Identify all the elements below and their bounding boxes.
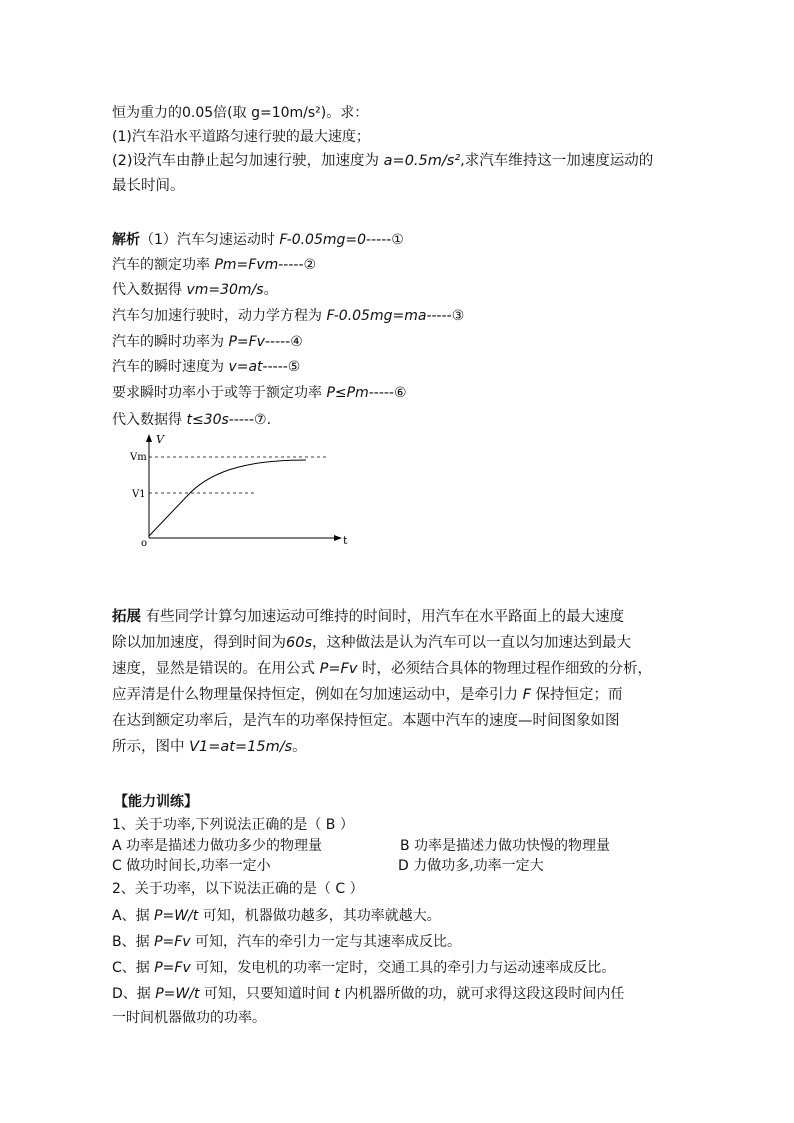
option-text: 可知，发电机的功率一定时，交通工具的牵引力与运动速率成反比。 [190, 960, 616, 976]
equation: P=Fv [319, 661, 358, 677]
solution-text: 代入数据得 [112, 412, 187, 428]
extension-text: 在达到额定功率后，是汽车的功率保持恒定。本题中汽车的速度—时间图象如图 [112, 713, 620, 729]
question-2-text-cont: ,求汽车维持这一加速度运动的 [460, 153, 654, 169]
extension-line-4 [112, 686, 623, 704]
equation: P=Fv [154, 960, 191, 976]
origin-label: o [141, 538, 148, 549]
option-2c [112, 959, 615, 977]
equation: v=at [228, 359, 263, 375]
solution-text: 要求瞬时功率小于或等于额定功率 [112, 385, 327, 401]
option-text: A、据 [112, 908, 155, 924]
equation: Pm=Fvm [214, 257, 279, 273]
training-question-2 [112, 880, 364, 898]
option-2d-line-2 [112, 1009, 266, 1027]
equation: F-0.05mg=0 [279, 232, 367, 248]
option-2b [112, 933, 461, 951]
extension-text: 除以加加速度，得到时间为 [112, 635, 286, 651]
training-header-text: 【能力训练】 [114, 794, 198, 810]
question-1 [112, 128, 370, 146]
problem-line-1 [112, 104, 368, 122]
solution-line-2 [112, 256, 316, 274]
option-1c [112, 857, 271, 875]
equation-tag: -----① [366, 232, 404, 248]
option-1a [112, 837, 322, 855]
equation: vm=30m/s [186, 282, 264, 298]
equation-tag: -----⑤ [262, 359, 301, 375]
v1-label: V1 [132, 489, 146, 500]
question-2 [112, 152, 653, 170]
equation: t≤30s [186, 412, 229, 428]
solution-text: 代入数据得 [112, 282, 187, 298]
option-text: A 功率是描述力做功多少的物理量 [112, 838, 323, 854]
solution-text: 汽车的瞬时速度为 [112, 359, 229, 375]
solution-text: 汽车匀加速行驶时，动力学方程为 [112, 308, 327, 324]
solution-line-1 [112, 231, 404, 249]
extension-line-1 [112, 608, 624, 626]
t-axis-arrow [334, 535, 342, 541]
question-1-text: (1)汽车沿水平道路匀速行驶的最大速度； [112, 129, 370, 145]
extension-text: 速度，显然是错误的。在用公式 [112, 661, 320, 677]
extension-text: 保持恒定；而 [530, 687, 623, 703]
v-axis-arrow [146, 434, 152, 442]
option-text: C、据 [112, 960, 155, 976]
equation: P=W/t [155, 986, 200, 1002]
question-text: 2、关于功率，以下说法正确的是（ C ） [112, 881, 364, 897]
option-2d [112, 985, 624, 1003]
equation: P≤Pm [326, 385, 369, 401]
solution-line-5 [112, 333, 303, 351]
equation: P=Fv [228, 334, 265, 350]
extension-label: 拓展 [112, 609, 141, 625]
solution-line-6 [112, 358, 300, 376]
extension-line-5 [112, 712, 620, 730]
equation-tag: -----③ [426, 308, 465, 324]
extension-line-2 [112, 634, 631, 652]
solution-label: 解析 [112, 232, 140, 248]
problem-text: 恒为重力的0.05倍(取 g=10m/s²)。求： [112, 105, 369, 121]
option-text: B、据 [112, 934, 155, 950]
extension-line-3 [112, 660, 652, 678]
option-1d [398, 857, 544, 875]
force-symbol: F [522, 687, 531, 703]
time-value: 60s [286, 635, 313, 651]
solution-text: 汽车的额定功率 [112, 257, 215, 273]
t-axis-label: t [343, 534, 348, 547]
vm-label: Vm [130, 452, 147, 463]
option-text: 可知，只要知道时间 [199, 986, 335, 1002]
time-symbol: t [334, 986, 340, 1002]
equation-tag: -----⑦. [228, 412, 272, 428]
question-2-text: (2)设汽车由静止起匀加速行驶，加速度为 [112, 153, 384, 169]
solution-text: （1）汽车匀速运动时 [140, 232, 280, 248]
punctuation: 。 [292, 739, 307, 755]
training-header [114, 793, 198, 811]
solution-line-4 [112, 307, 464, 325]
v-axis-label: V [156, 433, 164, 446]
extension-text: 时，必须结合具体的物理过程作细致的分析， [357, 661, 653, 677]
option-text: 一时间机器做功的功率。 [112, 1010, 266, 1026]
question-text: 1、关于功率,下列说法正确的是（ B ） [112, 817, 354, 833]
equation-tag: -----④ [264, 334, 303, 350]
extension-text: 应弄清是什么物理量保持恒定，例如在匀加速运动中，是牵引力 [112, 687, 523, 703]
option-2a [112, 907, 441, 925]
option-text: 内机器所做的功，就可求得这段这段时间内任 [339, 986, 625, 1002]
equation-tag: -----② [278, 257, 317, 273]
option-text: C 做功时间长,功率一定小 [112, 858, 271, 874]
extension-line-6 [112, 738, 307, 756]
option-1b [400, 837, 610, 855]
velocity-time-graph [120, 430, 360, 555]
solution-text: 汽车的瞬时功率为 [112, 334, 229, 350]
equation: F-0.05mg=ma [326, 308, 427, 324]
extension-text: 有些同学计算匀加速运动可维持的时间时，用汽车在水平路面上的最大速度 [141, 609, 625, 625]
acceleration-value: a=0.5m/s² [383, 153, 461, 169]
equation: P=W/t [154, 908, 199, 924]
question-2-line-2 [112, 177, 185, 195]
option-text: D、据 [112, 986, 156, 1002]
equation: V1=at=15m/s [189, 739, 293, 755]
velocity-curve [149, 460, 306, 536]
solution-line-3 [112, 281, 278, 299]
solution-line-8 [112, 411, 271, 429]
punctuation: 。 [263, 282, 278, 298]
extension-text: ，这种做法是认为汽车可以一直以匀加速达到最大 [312, 635, 632, 651]
option-text: 可知，汽车的牵引力一定与其速率成反比。 [190, 934, 462, 950]
equation: P=Fv [154, 934, 191, 950]
option-text: 可知，机器做功越多，其功率就越大。 [198, 908, 441, 924]
solution-line-7 [112, 384, 407, 402]
extension-text: 所示，图中 [112, 739, 190, 755]
equation-tag: -----⑥ [368, 385, 407, 401]
question-2-text-end: 最长时间。 [112, 178, 185, 194]
option-text: B 功率是描述力做功快慢的物理量 [400, 838, 611, 854]
training-question-1 [112, 816, 354, 834]
option-text: D 力做功多,功率一定大 [398, 858, 544, 874]
